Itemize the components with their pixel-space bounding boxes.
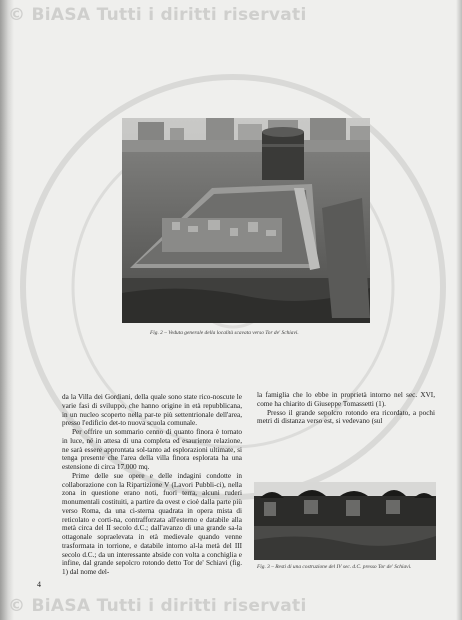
page-right-edge [456,0,462,620]
paragraph: da la Villa dei Gordiani, della quale sono state rico-noscute le varie fasi di sviluppo, che hanno origine in età repubblicana, in un nucleo scoperto nella par-te più settentrionale dell'area, presso l'edificio det-to nuova scuola comunale. [62,393,242,428]
copyright-watermark-top: © BiASA Tutti i diritti riservati [8,5,307,25]
paragraph: la famiglia che lo ebbe in proprietà intorno nel sec. XVI, come ha chiarito di Giuseppe Tomassetti (1). [257,391,435,408]
body-text-left-column [62,393,242,577]
paragraph: Prime delle sue opere e delle indagini condotte in collaborazione con la Ripartizione V (Lavori Pubbli-ci), nella zona in questione erano noti, fuori terra, alcuni ruderi monumentali costituiti, a partire da ovest e cioè dalla parte più verso Roma, da una ci-sterna quadrata in opera mista di reticolato e corti-na, contrafforzata all'esterno e databile alla metà circa del II secolo d.C.; dall'avanzo di una grande sa-la ottagonale sopraelevata in età medievale quando venne trasformata in torrione, e databile intorno al-la metà del III secolo d.C.; da un interessante abside con volta a conchiglia e infine, dal grande sepolcro rotondo detto Tor de' Schiavi (fig. 1) dal nome del- [62,471,242,576]
figure-2-caption: Fig. 2 – Veduta generale della località scavata verso Tor de' Schiavi. [150,330,299,336]
excavation-photograph [122,118,370,323]
body-text-right-column [257,391,435,426]
ruins-photograph [254,482,436,560]
figure-3-caption: Fig. 3 – Resti di una costruzione del IV sec. d.C. presso Tor de' Schiavi. [257,564,412,570]
page-binding-edge [0,0,14,620]
paragraph: Presso il grande sepolcro rotondo era ricordato, a pochi metri di distanza verso est, si vedevano (sul [257,408,435,426]
copyright-watermark-bottom: © BiASA Tutti i diritti riservati [8,596,307,616]
page-number: 4 [37,580,41,589]
paragraph: Per offrire un sommario cenno di quanto finora è tornato in luce, né in attesa di una completa ed esauriente relazione, ne sarà essere approntata sol-tanto ad esplorazioni ultimate, si tenga presente che l'area della villa finora esplorata ha una estensione di circa 17.000 mq. [62,428,242,471]
